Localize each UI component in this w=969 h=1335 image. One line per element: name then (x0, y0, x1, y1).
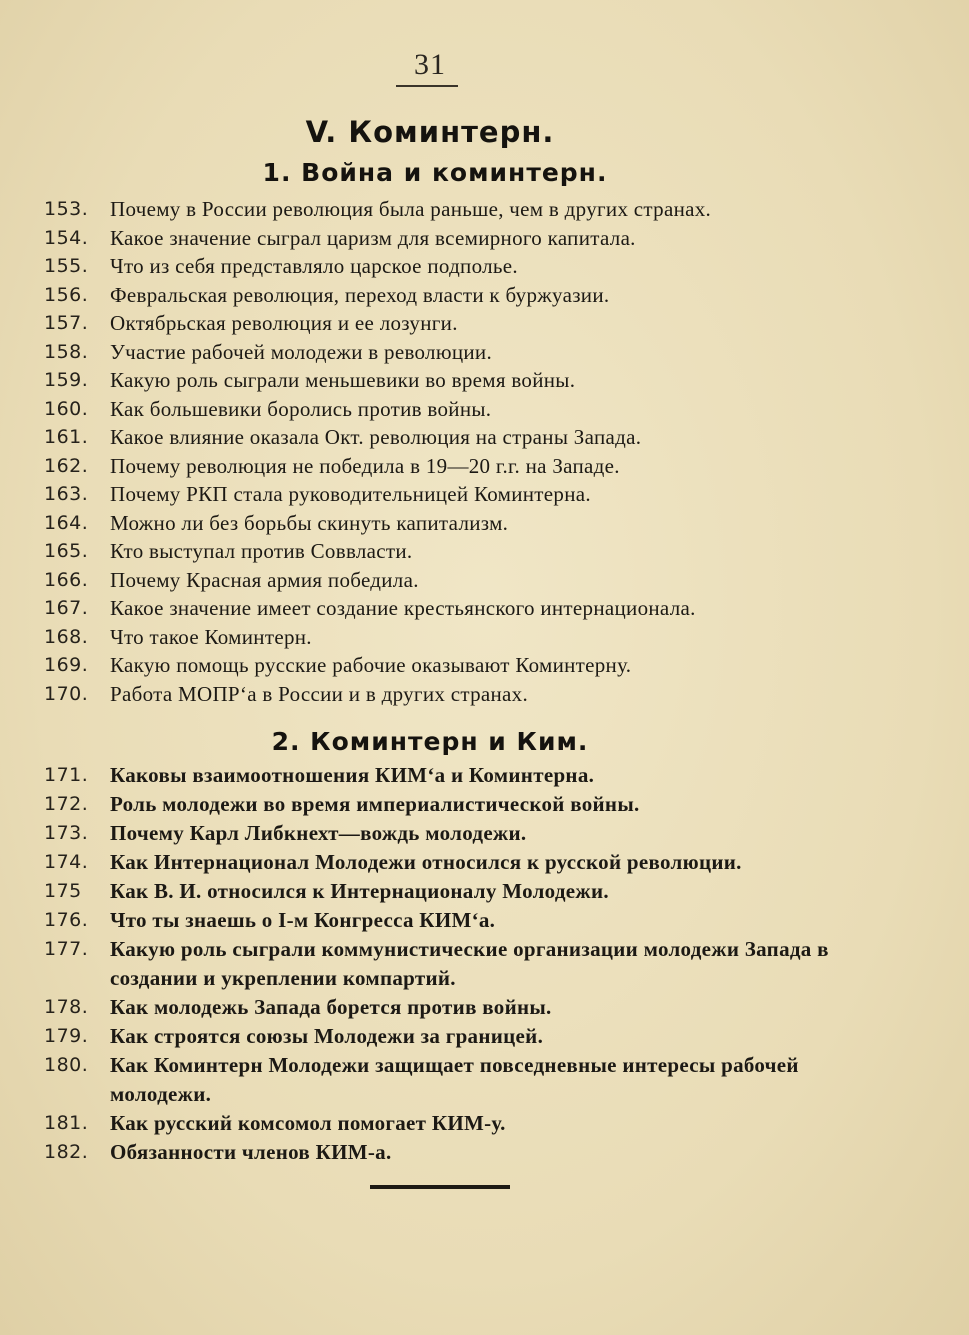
question-item (44, 651, 874, 680)
question-number: 172. (44, 793, 89, 815)
question-item (44, 906, 874, 935)
question-text: Как русский комсомол помогает КИМ-у. (110, 1111, 506, 1135)
page-number-underline (396, 85, 458, 87)
question-number: 158. (44, 340, 89, 363)
question-text: Какую роль сыграли коммунистические организации молодежи Запада в создании и укреплении компартий. (110, 937, 829, 990)
question-number: 171. (44, 764, 89, 786)
question-item (44, 935, 874, 993)
question-number: 161. (44, 426, 89, 448)
part-1-question-list (44, 195, 874, 708)
question-number: 153. (44, 198, 89, 220)
question-number: 154. (44, 226, 89, 249)
question-text: Участие рабочей молодежи в революции. (110, 339, 492, 364)
question-number: 174. (44, 851, 89, 873)
question-item (44, 848, 874, 877)
question-text: Почему Карл Либкнехт—вождь молодежи. (110, 821, 527, 845)
question-number: 175 (44, 880, 82, 902)
question-item (44, 395, 874, 424)
question-number: 162. (44, 454, 89, 477)
question-text: Какую помощь русские рабочие оказывают Коминтерну. (110, 653, 632, 677)
page-number: 31 (414, 48, 446, 81)
question-item (44, 452, 874, 481)
question-number: 166. (44, 568, 89, 591)
question-text: Что ты знаешь о I-м Конгресса КИМ‘а. (110, 908, 496, 932)
question-item (44, 1051, 874, 1109)
question-number: 157. (44, 312, 89, 334)
question-number: 168. (44, 625, 89, 648)
question-item (44, 623, 874, 652)
question-item (44, 195, 874, 224)
question-text: Как большевики боролись против войны. (110, 396, 492, 421)
question-item (44, 1022, 874, 1051)
question-item (44, 281, 874, 310)
question-number: 179. (44, 1025, 89, 1047)
question-item (44, 224, 874, 253)
question-number: 167. (44, 597, 89, 619)
section-title: V. Коминтерн. (305, 115, 555, 149)
question-item (44, 790, 874, 819)
question-item (44, 309, 874, 338)
question-item (44, 594, 874, 623)
question-item (44, 509, 874, 538)
part-2-question-list (44, 761, 874, 1167)
question-number: 164. (44, 511, 89, 534)
question-number: 177. (44, 938, 89, 960)
question-number: 170. (44, 682, 89, 705)
question-text: Кто выступал против Соввласти. (110, 539, 413, 563)
question-item (44, 1138, 874, 1167)
question-text: Почему Красная армия победила. (110, 567, 419, 592)
question-item (44, 680, 874, 709)
question-text: Работа МОПР‘а в России и в других странах. (110, 681, 529, 706)
question-item (44, 423, 874, 452)
question-number: 159. (44, 369, 89, 391)
question-number: 156. (44, 283, 89, 306)
question-item (44, 537, 874, 566)
closing-rule (370, 1185, 510, 1189)
question-text: Почему революция не победила в 19—20 г.г. на Западе. (110, 453, 620, 478)
question-number: 155. (44, 255, 89, 277)
question-number: 182. (44, 1141, 89, 1163)
question-text: Как Интернационал Молодежи относился к русской революции. (110, 850, 742, 874)
question-number: 165. (44, 540, 89, 562)
question-item (44, 566, 874, 595)
question-item (44, 1109, 874, 1138)
question-text: Как строятся союзы Молодежи за границей. (110, 1024, 544, 1048)
question-text: Как молодежь Запада борется против войны. (110, 995, 552, 1019)
question-item (44, 366, 874, 395)
question-text: Февральская революция, переход власти к буржуазии. (110, 282, 610, 307)
question-item (44, 480, 874, 509)
question-text: Обязанности членов КИМ-а. (110, 1140, 392, 1164)
question-text: Как Коминтерн Молодежи защищает повседневные интересы рабочей молодежи. (110, 1053, 799, 1106)
question-number: 180. (44, 1054, 89, 1076)
question-item (44, 877, 874, 906)
question-item (44, 761, 874, 790)
part-1-title: 1. Война и коминтерн. (262, 158, 608, 187)
question-text: Можно ли без борьбы скинуть капитализм. (110, 510, 509, 535)
question-item (44, 819, 874, 848)
question-text: Какое влияние оказала Окт. революция на страны Запада. (110, 425, 642, 449)
question-text: Роль молодежи во время империалистической войны. (110, 792, 640, 816)
question-number: 181. (44, 1112, 89, 1134)
question-text: Почему РКП стала руководительницей Коминтерна. (110, 482, 591, 506)
question-text: Октябрьская революция и ее лозунги. (110, 311, 458, 335)
question-number: 176. (44, 909, 89, 931)
question-number: 163. (44, 483, 89, 505)
question-number: 169. (44, 654, 89, 676)
question-item (44, 993, 874, 1022)
part-2-title: 2. Коминтерн и Ким. (271, 727, 589, 756)
question-item (44, 252, 874, 281)
question-text: Как В. И. относился к Интернационалу Молодежи. (110, 879, 609, 903)
question-text: Каковы взаимоотношения КИМ‘а и Коминтерна. (110, 763, 595, 787)
question-item (44, 338, 874, 367)
question-text: Какое значение сыграл царизм для всемирного капитала. (110, 225, 636, 250)
question-number: 173. (44, 822, 89, 844)
question-text: Что такое Коминтерн. (110, 624, 312, 649)
question-text: Почему в России революция была раньше, чем в других странах. (110, 197, 712, 221)
question-text: Какую роль сыграли меньшевики во время войны. (110, 368, 576, 392)
question-number: 178. (44, 996, 89, 1018)
question-text: Что из себя представляло царское подполье. (110, 254, 518, 278)
question-text: Какое значение имеет создание крестьянского интернационала. (110, 596, 696, 620)
question-number: 160. (44, 397, 89, 420)
